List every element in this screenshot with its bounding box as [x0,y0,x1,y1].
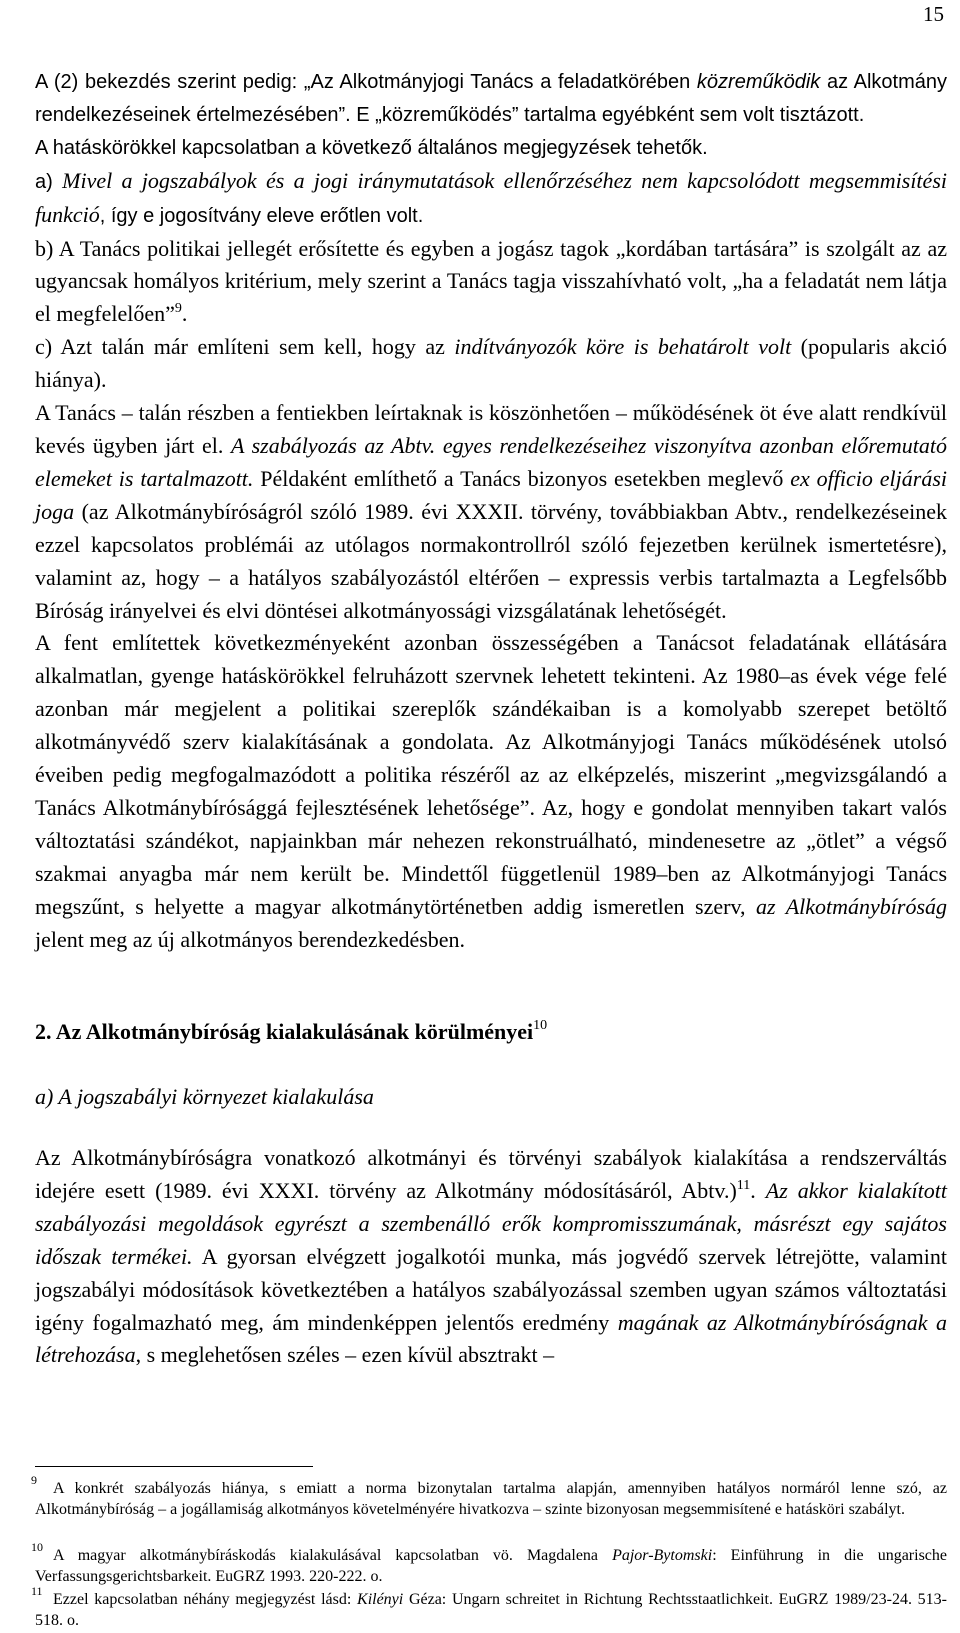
p4-italic: az Alkotmánybíróság [756,893,948,919]
pa-lead: a) [35,170,63,193]
footnote-11-text-a: Ezzel kapcsolatban néhány megjegyzést lásd: [53,1591,358,1608]
footnote-11-text [35,1589,947,1631]
p5-text: Az Alkotmánybíróságra vonatkozó alkotmányi és törvényi szabályok kialakítása a rendszerváltás idejére esett (1989. évi XXXI. törvény az Alkotmány módosításáról, Abtv.) [35,1145,947,1203]
footnote-10-text-b: : Einführung in die ungarische Verfassungsgerichtsbarkeit. EuGRZ 1993. 220-222. o. [35,1547,947,1585]
p3-italic-1: A szabályozás az Abtv. egyes rendelkezéseihez viszonyítva azonban előremutató elemeket is tartalmazott. [35,432,947,491]
paragraph-4 [35,627,947,956]
subsection-heading: a) A jogszabályi környezet kialakulása [35,1084,374,1109]
paragraph-1 [35,66,947,132]
pc-italic: indítványozók köre is behatárolt volt [454,334,792,360]
footnote-11 [31,1584,947,1633]
p5-text-4: , s meglehetősen széles – ezen kívül absztrakt – [135,1342,555,1368]
p5-italic-2: magának az Alkotmánybíróságnak a létrehozása [35,1309,947,1368]
p5-italic-1: Az akkor kialakított szabályozási megoldások egyrészt a szembenálló erők kompromisszumának, másrészt egy sajátos időszak termékei. [35,1177,947,1269]
p1-text: A (2) bekezdés szerint pedig: „Az Alkotmányjogi Tanács a feladatkörében [35,71,697,93]
p4-text-end: jelent meg az új alkotmányos berendezkedésben. [35,926,466,952]
section-heading-text: 2. Az Alkotmánybíróság kialakulásának körülményei [35,1019,534,1044]
pc-text: c) Azt talán már említeni sem kell, hogy az [35,334,455,360]
p5-text-3: A gyorsan elvégzett jogalkotói munka, más jogvédő szervek létrejötte, valamint jogszabályi módosítások következtében a hatályos szabályozással szemben ugyan számos változtatási igény fogalmazható meg, ám mindenképpen jelentős eredmény [35,1243,948,1335]
p3-italic-2: ex officio eljárási joga [35,465,947,524]
footnote-9-number: 9 [31,1473,37,1487]
footnote-10 [31,1540,947,1585]
pb-text-end: . [181,301,188,327]
paragraph-2: A hatáskörökkel kapcsolatban a következő általános megjegyzések tehetők. [35,136,708,159]
paragraph-5 [35,1142,947,1372]
paragraph-3 [35,397,947,627]
pa-italic: Mivel a jogszabályok és a jogi iránymutatások ellenőrzéséhez nem kapcsolódott megsemmisítési funkció [35,167,947,227]
pb-text: b) A Tanács politikai jellegét erősítette és egyben a jogász tagok „kordában tartására” is szolgált az az ugyancsak homályos kritérium, mely szerint a Tanács tagja visszahívható volt, „ha a feladatát nem látja el megfelelően” [35,235,947,327]
footnote-10-text [35,1545,947,1587]
pc-text-end: (popularis akció hiánya). [35,334,947,393]
p3-text: A Tanács – talán részben a fentiekben leírtaknak is köszönhetően – működésének öt éve alatt rendkívül kevés ügyben járt el. [35,400,947,458]
p3-text-2: Példaként említhető a Tanács bizonyos esetekben meglevő [253,465,791,491]
footnote-11-number: 11 [31,1584,43,1598]
footnote-11-text-b: Géza: Ungarn schreitet in Richtung Rechtsstaatlichkeit. EuGRZ 1989/23-24. 513-518. o. [35,1591,947,1629]
footnote-ref-10: 10 [533,1018,548,1033]
p3-text-3: (az Alkotmánybíróságról szóló 1989. évi XXXII. törvény, továbbiakban Abtv., rendelkezéseinek ezzel kapcsolatos problémái az utólagos normakontrollról szóló fejezetben kerülnek ismertetésre), valamint az, hogy – a hatályos szabályozástól eltérően – expressis verbis tartalmazta a Legfelsőbb Bíróság irányelvei és elvi döntései alkotmányossági vizsgálatának lehetőségét. [35,498,947,623]
body-text [35,66,948,1368]
footnote-ref-11: 11 [736,1177,751,1193]
footnote-11-author: Kilényi [357,1591,404,1608]
p4-text: A fent említettek következményeként azonban összességében a Tanácsot feladatának ellátására alkalmatlan, gyenge hatáskörökkel felruházott szervnek lehetett tekinteni. Az 1980–as évek vége felé azonban már megjelent a politikai szereplők szándékaiban is a komolyabb szerepet betöltő alkotmányvédő szerv kialakításának a gondolata. Az Alkotmányjogi Tanács működésének utolsó éveiben pedig megfogalmazódott a politika részéről az az elképzelés, miszerint „megvizsgálandó a Tanács Alkotmánybírósággá fejlesztésének lehetősége”. Az, hogy e gondolat mennyiben takart valós változtatási szándékot, napjainkban már nehezen rekonstruálható, mindenesetre az „ötlet” a végső szakmai anyagba már nem került be. Mindettől függetlenül 1989–ben az Alkotmányjogi Tanács megszűnt, s helyette a magyar alkotmánytörténetben addig ismeretlen szerv, [35,630,947,919]
footnote-10-author: Pajor-Bytomski [612,1547,713,1564]
section-heading [35,1016,547,1048]
pa-text-end: , így e jogosítvány eleve erőtlen volt. [99,204,424,227]
p1-italic: közreműködik [696,71,821,93]
paragraph-b [35,233,947,332]
paragraph-a [35,165,947,233]
footnote-9 [31,1473,947,1544]
page-number: 15 [923,2,944,26]
footnote-9-text: A konkrét szabályozás hiánya, s emiatt a norma bizonytalan tartalma alapján, amennyiben hatályos normáról lenne szó, az Alkotmánybíróság – a jogállamiság alkotmányos követelményére hivatkozva – szinte bizonyosan megsemmisítené e hatásköri szabályt. [35,1480,947,1518]
footnote-10-number: 10 [31,1540,43,1554]
paragraph-c [35,331,947,397]
p1-text-end: az Alkotmány rendelkezéseinek értelmezésében”. E „közreműködés” tartalma egyébként sem volt tisztázott. [35,71,947,126]
footnote-ref-9: 9 [174,301,182,317]
p5-text-2: . [750,1177,766,1203]
footnote-10-text-a: A magyar alkotmánybíráskodás kialakulásával kapcsolatban vö. Magdalena [53,1547,613,1564]
footnote-separator [35,1466,313,1467]
